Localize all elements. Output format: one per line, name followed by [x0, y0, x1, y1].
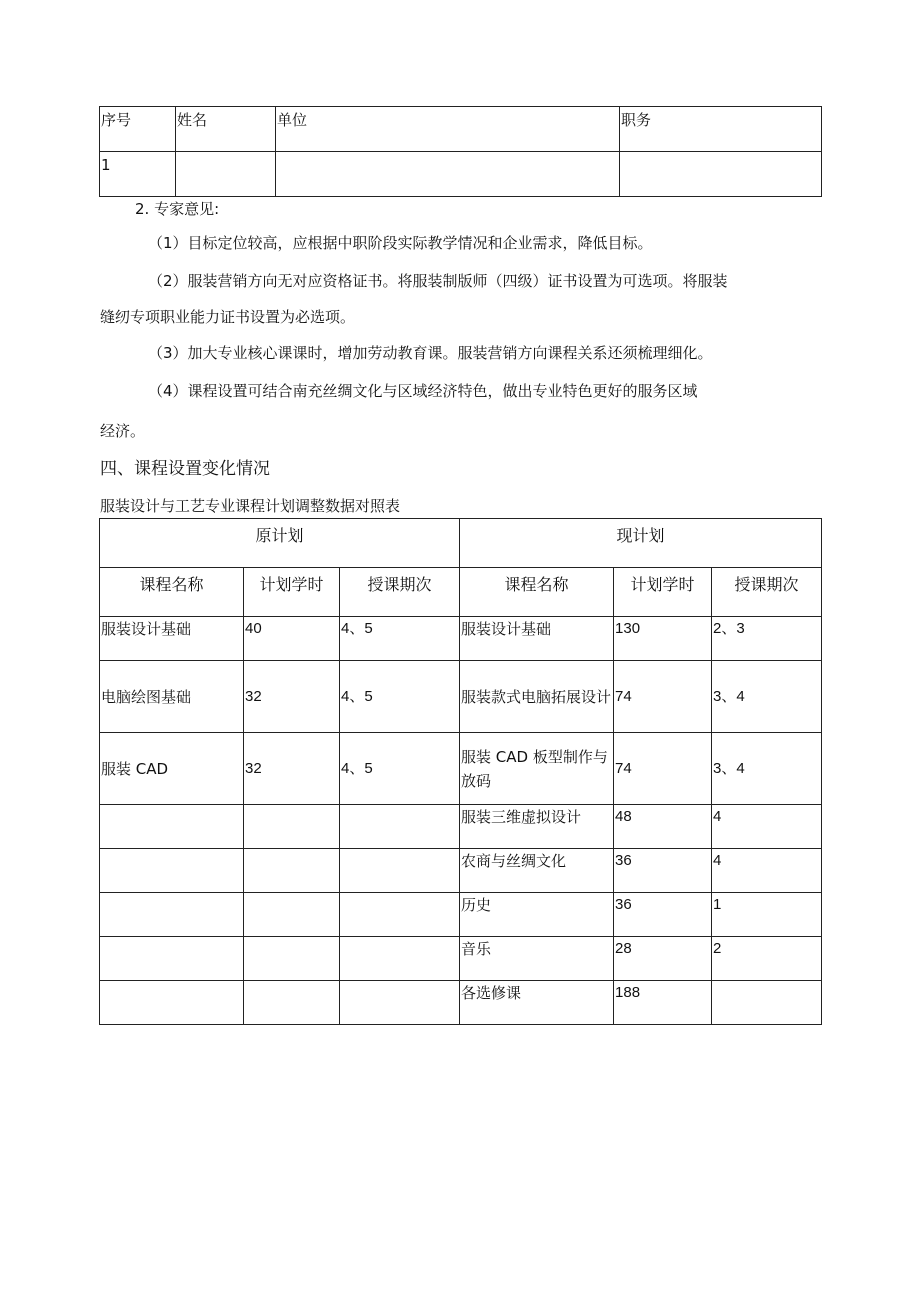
table-cell: 音乐 [460, 937, 614, 981]
table-cell: 服装三维虚拟设计 [460, 805, 614, 849]
table-cell: 各选修课 [460, 981, 614, 1025]
column-header-row [100, 568, 822, 617]
group-header-row [100, 519, 822, 568]
table-row [100, 805, 822, 849]
table-cell [712, 981, 822, 1025]
table-cell [620, 152, 822, 197]
table-row [100, 733, 822, 805]
table-cell: 4 [712, 849, 822, 893]
table-cell [244, 849, 340, 893]
opinions-title: 2. 专家意见: [135, 200, 220, 218]
table-cell [340, 893, 460, 937]
table-cell [244, 937, 340, 981]
comparison-table [99, 518, 822, 1025]
table-cell [244, 805, 340, 849]
members-header-row [100, 107, 822, 152]
table-cell: 电脑绘图基础 [100, 661, 244, 733]
table-cell: 3、4 [712, 661, 822, 733]
column-header: 计划学时 [244, 568, 340, 617]
table-cell: 服装 CAD [100, 733, 244, 805]
table-cell: 4、5 [340, 617, 460, 661]
table-cell: 48 [614, 805, 712, 849]
table-cell: 2 [712, 937, 822, 981]
members-table [99, 106, 822, 197]
column-header: 授课期次 [340, 568, 460, 617]
table-cell: 4 [712, 805, 822, 849]
table-cell: 3、4 [712, 733, 822, 805]
table-caption: 服装设计与工艺专业课程计划调整数据对照表 [100, 497, 401, 515]
table-cell [340, 849, 460, 893]
table-cell: 历史 [460, 893, 614, 937]
table-cell: 40 [244, 617, 340, 661]
table-cell: 4、5 [340, 733, 460, 805]
table-cell: 4、5 [340, 661, 460, 733]
table-row [100, 981, 822, 1025]
table-cell: 服装 CAD 板型制作与放码 [460, 733, 614, 805]
table-cell: 1 [712, 893, 822, 937]
header-cell: 序号 [100, 107, 176, 152]
table-cell: 32 [244, 661, 340, 733]
header-cell: 职务 [620, 107, 822, 152]
table-row [100, 661, 822, 733]
table-cell: 130 [614, 617, 712, 661]
table-cell: 服装款式电脑拓展设计 [460, 661, 614, 733]
table-cell: 2、3 [712, 617, 822, 661]
opinion-item: （4）课程设置可结合南充丝绸文化与区域经济特色，做出专业特色更好的服务区域 [148, 382, 698, 400]
opinion-item: （1）目标定位较高，应根据中职阶段实际教学情况和企业需求，降低目标。 [148, 234, 653, 252]
column-header: 授课期次 [712, 568, 822, 617]
table-cell [100, 981, 244, 1025]
table-cell: 28 [614, 937, 712, 981]
table-cell [100, 849, 244, 893]
table-cell: 32 [244, 733, 340, 805]
table-cell [340, 937, 460, 981]
table-row [100, 849, 822, 893]
table-cell [340, 981, 460, 1025]
opinion-item-continued: 经济。 [100, 422, 146, 440]
table-cell [340, 805, 460, 849]
table-cell: 1 [100, 152, 176, 197]
original-plan-header: 原计划 [100, 519, 460, 568]
table-cell [244, 981, 340, 1025]
table-cell: 服装设计基础 [460, 617, 614, 661]
column-header: 课程名称 [460, 568, 614, 617]
table-row [100, 152, 822, 197]
table-cell: 188 [614, 981, 712, 1025]
opinion-item: （2）服装营销方向无对应资格证书。将服装制版师（四级）证书设置为可选项。将服装 [148, 272, 728, 290]
section-heading: 四、课程设置变化情况 [100, 459, 270, 479]
table-row [100, 937, 822, 981]
table-cell [276, 152, 620, 197]
column-header: 计划学时 [614, 568, 712, 617]
table-row [100, 893, 822, 937]
table-cell [176, 152, 276, 197]
table-cell [100, 937, 244, 981]
table-cell: 农商与丝绸文化 [460, 849, 614, 893]
table-row [100, 617, 822, 661]
header-cell: 姓名 [176, 107, 276, 152]
table-cell: 36 [614, 893, 712, 937]
table-cell: 36 [614, 849, 712, 893]
table-cell [100, 805, 244, 849]
current-plan-header: 现计划 [460, 519, 822, 568]
table-cell: 74 [614, 733, 712, 805]
table-cell [244, 893, 340, 937]
table-cell [100, 893, 244, 937]
opinion-item: （3）加大专业核心课课时，增加劳动教育课。服装营销方向课程关系还须梳理细化。 [148, 344, 713, 362]
table-cell: 服装设计基础 [100, 617, 244, 661]
header-cell: 单位 [276, 107, 620, 152]
opinion-item-continued: 缝纫专项职业能力证书设置为必选项。 [100, 308, 356, 326]
table-cell: 74 [614, 661, 712, 733]
column-header: 课程名称 [100, 568, 244, 617]
